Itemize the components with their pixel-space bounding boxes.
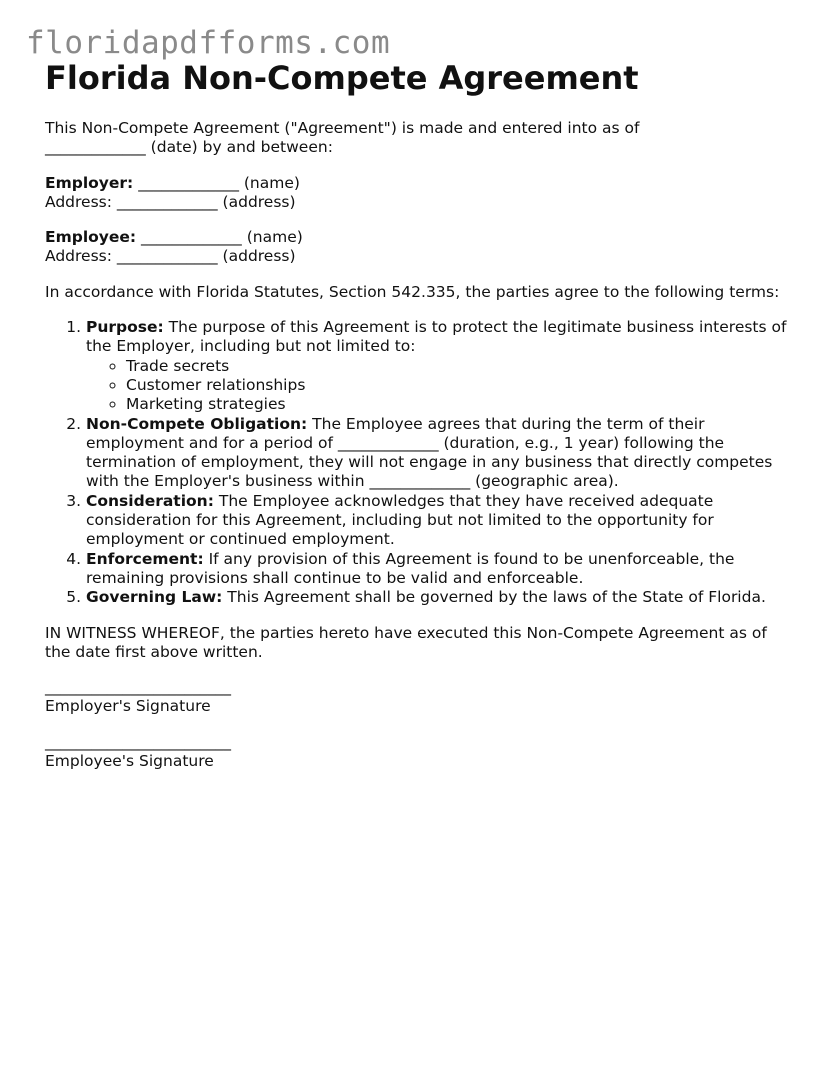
employee-name-field: _____________ (name) [136, 228, 303, 247]
sub-item: ◦ Marketing strategies [126, 395, 790, 414]
term-text: If any provision of this Agreement is found to be unenforceable, the remaining provisions shall continue to be valid and enforceable. [86, 549, 735, 587]
employee-label: Employee: [45, 228, 137, 247]
term-item-governing-law [86, 588, 790, 607]
employer-name-field: _____________ (name) [133, 173, 300, 192]
term-text: This Agreement shall be governed by the laws of the State of Florida. [222, 588, 766, 607]
term-item-enforcement [86, 550, 790, 589]
intro-line-1: This Non-Compete Agreement ("Agreement") is made and entered into as of [45, 119, 640, 137]
employer-signature-line: ________________________ [45, 678, 231, 697]
employer-address-field: Address: _____________ (address) [45, 192, 296, 211]
employee-address-field: Address: _____________ (address) [45, 247, 296, 266]
employer-block [45, 174, 790, 213]
term-text: The purpose of this Agreement is to protect the legitimate business interests of the Employer, including but not limited to: [86, 318, 787, 356]
term-label: Governing Law: [86, 588, 223, 607]
term-label: Purpose: [86, 318, 164, 337]
employee-block [45, 228, 790, 267]
employee-signature-line: ________________________ [45, 732, 231, 751]
purpose-sublist [86, 357, 790, 415]
watermark: floridapdfforms.com [26, 25, 391, 61]
term-label: Non-Compete Obligation: [86, 414, 308, 433]
intro-line-2: _____________ (date) by and between: [45, 138, 333, 157]
term-item-purpose [86, 318, 790, 414]
sub-item: ◦ Customer relationships [126, 376, 790, 395]
witness-paragraph: IN WITNESS WHEREOF, the parties hereto have executed this Non-Compete Agreement as of the date first above written. [45, 623, 767, 661]
intro-paragraph [45, 119, 790, 158]
term-item-non-compete [86, 415, 790, 492]
employer-label: Employer: [45, 173, 134, 192]
employee-signature-label: Employee's Signature [45, 752, 214, 771]
sub-item: ◦ Trade secrets [126, 357, 790, 376]
employer-signature-label: Employer's Signature [45, 697, 211, 716]
term-text: The Employee agrees that during the term of their employment and for a period of _____________ (duration, e.g., 1 year) following the termination of employment, they will not engage in any business that directly competes with the Employer's business within _____________ (geographic area). [86, 414, 773, 491]
page-title: Florida Non-Compete Agreement [45, 59, 639, 97]
term-label: Consideration: [86, 491, 214, 510]
term-item-consideration [86, 492, 790, 550]
employer-signature-block [45, 678, 790, 717]
employee-signature-block [45, 733, 790, 772]
document-body [45, 119, 790, 771]
statute-paragraph: In accordance with Florida Statutes, Section 542.335, the parties agree to the following terms: [45, 282, 780, 301]
term-text: The Employee acknowledges that they have received adequate consideration for this Agreement, including but not limited to the opportunity for employment or continued employment. [86, 491, 714, 549]
terms-list [45, 318, 790, 607]
term-label: Enforcement: [86, 549, 204, 568]
